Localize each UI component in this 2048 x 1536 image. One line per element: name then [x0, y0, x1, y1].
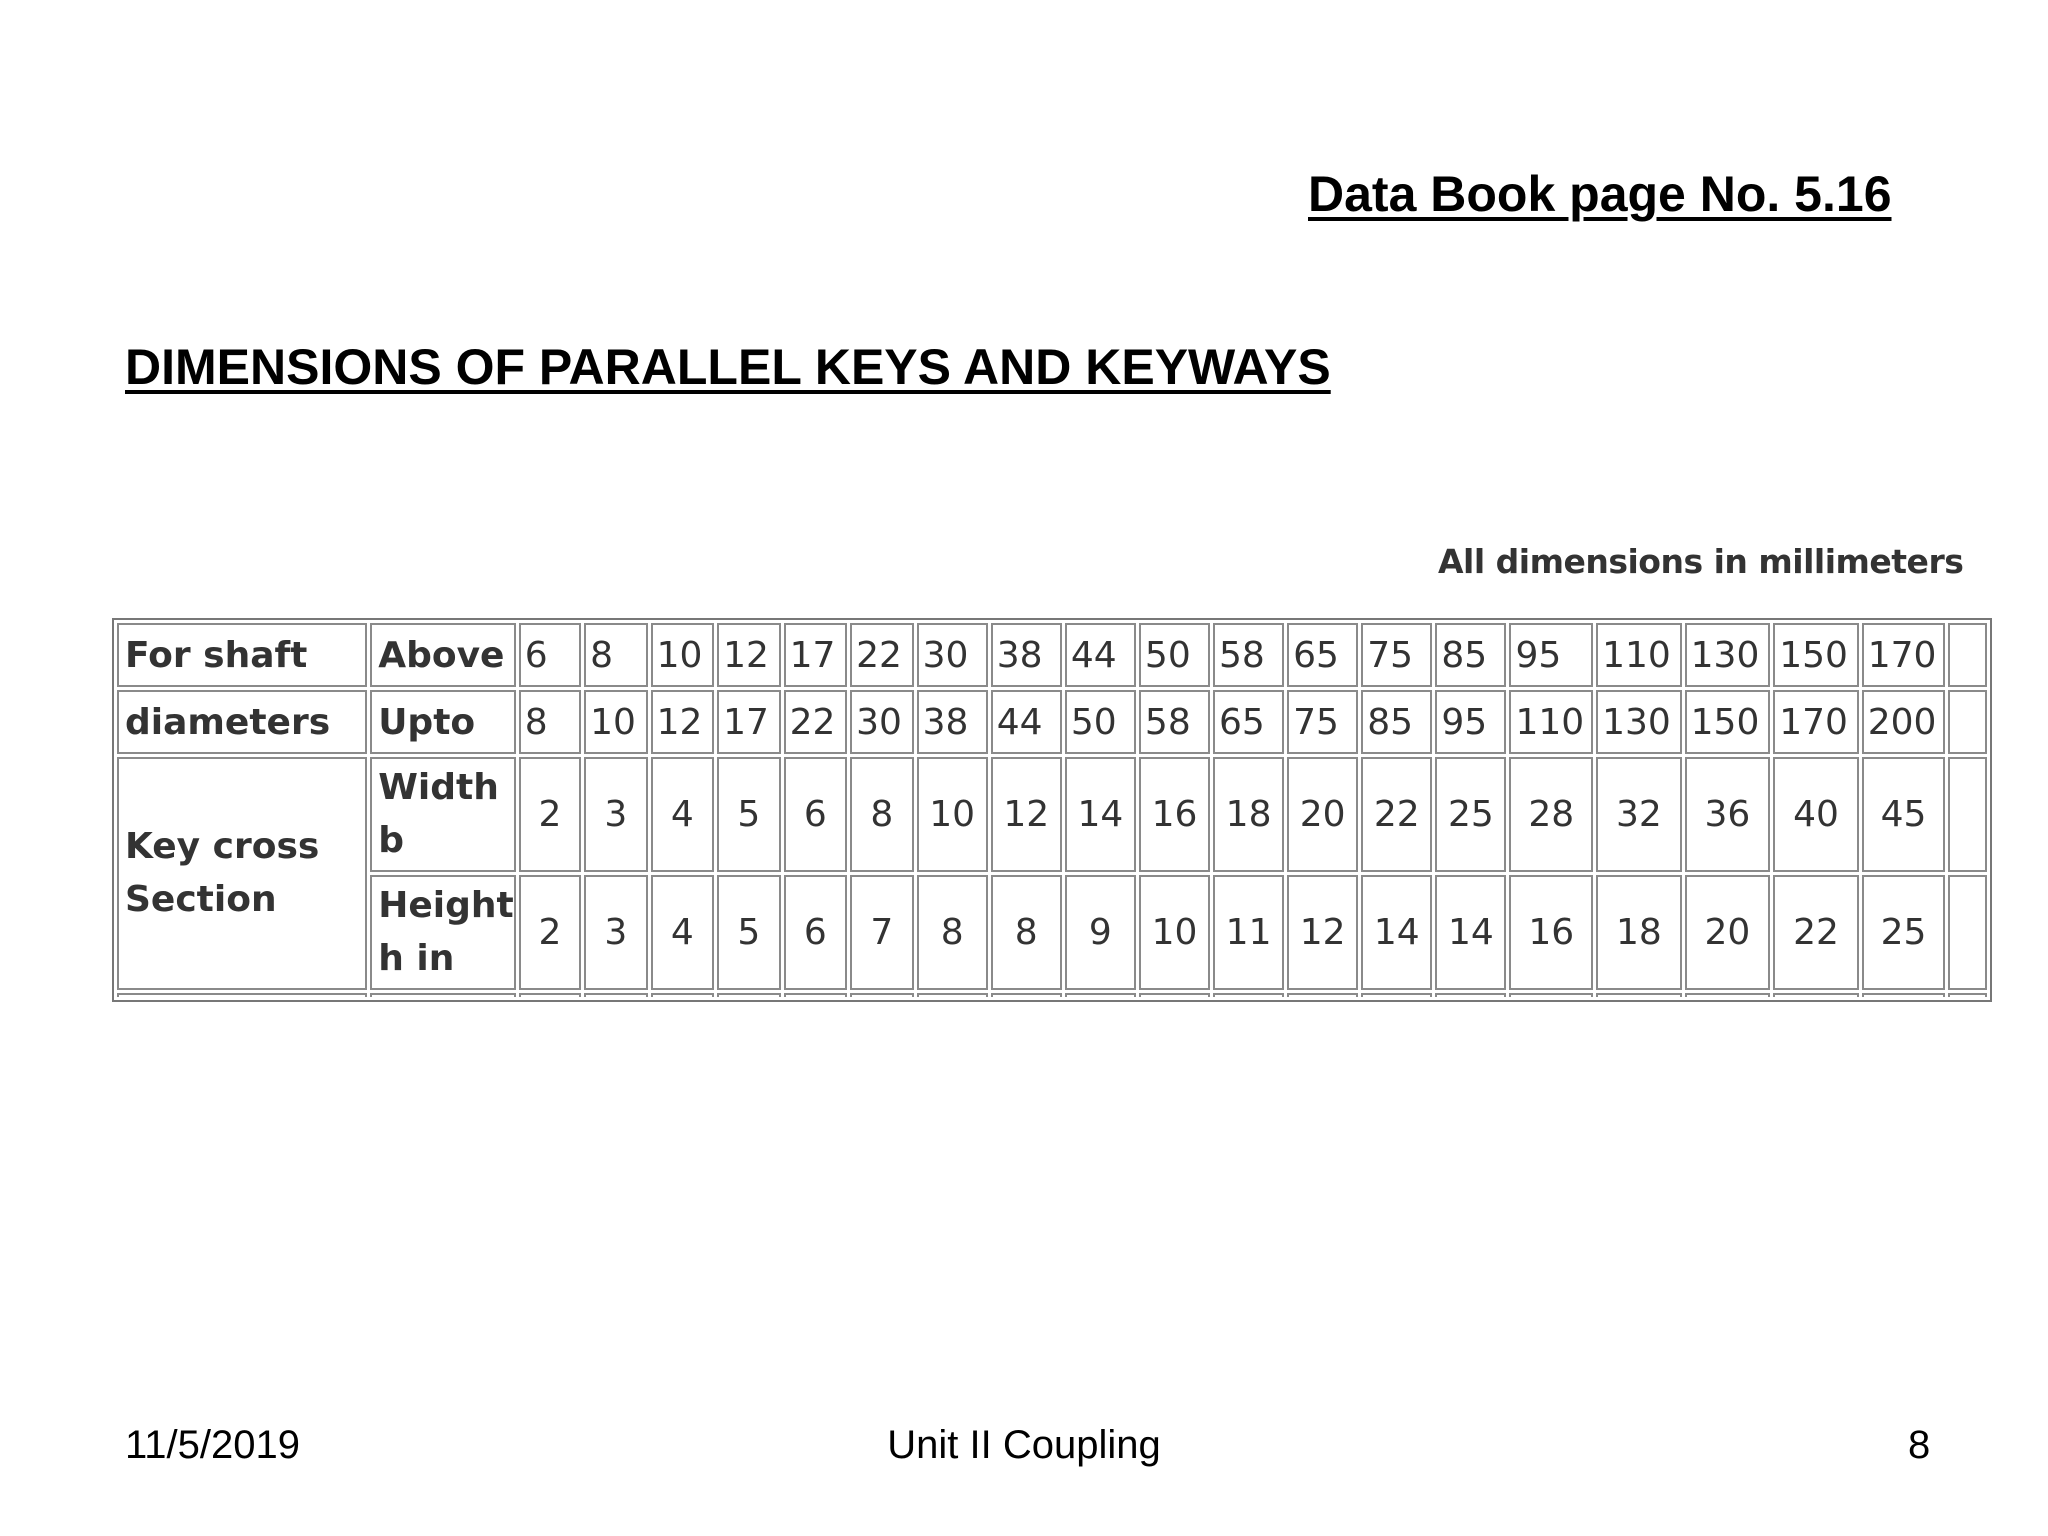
above-value-cell: 95 [1509, 623, 1593, 687]
table-cell-clipped [1596, 993, 1682, 997]
height-value-cell: 3 [584, 875, 648, 990]
upto-value-cell: 12 [651, 690, 715, 754]
table-cell-clipped [1139, 993, 1210, 997]
above-value-cell: 12 [717, 623, 781, 687]
footer-date: 11/5/2019 [125, 1423, 300, 1467]
height-value-cell: 25 [1862, 875, 1946, 990]
height-value-cell: 22 [1773, 875, 1859, 990]
above-value-cell: 30 [917, 623, 988, 687]
table-row-width [117, 757, 1987, 872]
width-value-cell: 3 [584, 757, 648, 872]
upto-value-cell: 30 [850, 690, 914, 754]
shaft-diameters-label-line2: diameters [117, 690, 367, 754]
table-cell-clipped [1361, 993, 1432, 997]
shaft-diameters-label-line1: For shaft [117, 623, 367, 687]
table-row-above [117, 623, 1987, 687]
upto-value-cell: 65 [1213, 690, 1284, 754]
above-value-cell: 50 [1139, 623, 1210, 687]
table-cell-clipped [1287, 993, 1358, 997]
height-value-cell: 14 [1435, 875, 1506, 990]
above-value-cell: 8 [584, 623, 648, 687]
width-value-cell: 16 [1139, 757, 1210, 872]
height-value-cell: 20 [1685, 875, 1771, 990]
upto-label: Upto [370, 690, 516, 754]
table-cell-clipped [1213, 993, 1284, 997]
table-cell-clipped [917, 993, 988, 997]
width-value-cell: 18 [1213, 757, 1284, 872]
width-value-cell: 36 [1685, 757, 1771, 872]
height-value-cell: 5 [717, 875, 781, 990]
width-value-cell: 4 [651, 757, 715, 872]
upto-value-cell: 110 [1509, 690, 1593, 754]
height-value-cell: 6 [784, 875, 848, 990]
upto-value-cell: 200 [1862, 690, 1946, 754]
table-cell-clipped [1509, 993, 1593, 997]
clipped-column-cell [1948, 623, 1987, 687]
page-title: DIMENSIONS OF PARALLEL KEYS AND KEYWAYS [125, 339, 1331, 395]
upto-value-cell: 75 [1287, 690, 1358, 754]
height-value-cell: 16 [1509, 875, 1593, 990]
above-value-cell: 65 [1287, 623, 1358, 687]
width-value-cell: 12 [991, 757, 1062, 872]
key-cross-section-label: Key cross Section [117, 757, 367, 990]
table-cell-clipped [1862, 993, 1946, 997]
height-value-cell: 11 [1213, 875, 1284, 990]
table-cell-clipped [784, 993, 848, 997]
table-cell-clipped [370, 993, 516, 997]
table-cell-clipped [850, 993, 914, 997]
above-value-cell: 110 [1596, 623, 1682, 687]
table-cell-clipped [519, 993, 581, 997]
height-value-cell: 18 [1596, 875, 1682, 990]
upto-value-cell: 150 [1685, 690, 1771, 754]
table-cell-clipped [991, 993, 1062, 997]
table-cell-clipped [1435, 993, 1506, 997]
above-value-cell: 150 [1773, 623, 1859, 687]
table-row-height [117, 875, 1987, 990]
upto-value-cell: 10 [584, 690, 648, 754]
height-value-cell: 9 [1065, 875, 1136, 990]
above-value-cell: 44 [1065, 623, 1136, 687]
table-cell-clipped [1773, 993, 1859, 997]
width-value-cell: 25 [1435, 757, 1506, 872]
height-label: Height h in [370, 875, 516, 990]
above-value-cell: 58 [1213, 623, 1284, 687]
height-value-cell: 8 [991, 875, 1062, 990]
table-cell-clipped [117, 993, 367, 997]
upto-value-cell: 85 [1361, 690, 1432, 754]
footer-title: Unit II Coupling [887, 1423, 1161, 1467]
clipped-column-cell [1948, 875, 1987, 990]
table-cell-clipped [651, 993, 715, 997]
width-value-cell: 5 [717, 757, 781, 872]
width-value-cell: 10 [917, 757, 988, 872]
width-value-cell: 45 [1862, 757, 1946, 872]
width-label: Width b [370, 757, 516, 872]
above-value-cell: 38 [991, 623, 1062, 687]
height-value-cell: 8 [917, 875, 988, 990]
keys-table-region [112, 618, 1992, 1003]
clipped-column-cell [1948, 757, 1987, 872]
above-value-cell: 22 [850, 623, 914, 687]
width-value-cell: 14 [1065, 757, 1136, 872]
width-value-cell: 22 [1361, 757, 1432, 872]
upto-value-cell: 8 [519, 690, 581, 754]
width-value-cell: 28 [1509, 757, 1593, 872]
upto-value-cell: 95 [1435, 690, 1506, 754]
table-cell-clipped [1065, 993, 1136, 997]
upto-value-cell: 170 [1773, 690, 1859, 754]
width-value-cell: 6 [784, 757, 848, 872]
height-value-cell: 7 [850, 875, 914, 990]
table-cell-clipped [1685, 993, 1771, 997]
width-value-cell: 40 [1773, 757, 1859, 872]
width-value-cell: 32 [1596, 757, 1682, 872]
above-value-cell: 75 [1361, 623, 1432, 687]
above-value-cell: 130 [1685, 623, 1771, 687]
upto-value-cell: 38 [917, 690, 988, 754]
table-row-clipped [117, 993, 1987, 997]
width-value-cell: 8 [850, 757, 914, 872]
above-value-cell: 85 [1435, 623, 1506, 687]
upto-value-cell: 130 [1596, 690, 1682, 754]
table-cell-clipped [584, 993, 648, 997]
upto-value-cell: 44 [991, 690, 1062, 754]
data-book-reference: Data Book page No. 5.16 [1308, 166, 1892, 222]
above-value-cell: 17 [784, 623, 848, 687]
upto-value-cell: 22 [784, 690, 848, 754]
clipped-column-cell [1948, 690, 1987, 754]
table-cell-clipped [717, 993, 781, 997]
upto-value-cell: 17 [717, 690, 781, 754]
above-value-cell: 6 [519, 623, 581, 687]
height-value-cell: 12 [1287, 875, 1358, 990]
width-value-cell: 20 [1287, 757, 1358, 872]
upto-value-cell: 58 [1139, 690, 1210, 754]
parallel-keys-table [112, 618, 1992, 1002]
table-row-upto [117, 690, 1987, 754]
table-cell-clipped [1948, 993, 1987, 997]
height-value-cell: 4 [651, 875, 715, 990]
units-note: All dimensions in millimeters [1438, 542, 1964, 581]
upto-value-cell: 50 [1065, 690, 1136, 754]
height-value-cell: 2 [519, 875, 581, 990]
above-value-cell: 10 [651, 623, 715, 687]
height-value-cell: 10 [1139, 875, 1210, 990]
width-value-cell: 2 [519, 757, 581, 872]
above-label: Above [370, 623, 516, 687]
page-number: 8 [1908, 1423, 1931, 1467]
height-value-cell: 14 [1361, 875, 1432, 990]
above-value-cell: 170 [1862, 623, 1946, 687]
